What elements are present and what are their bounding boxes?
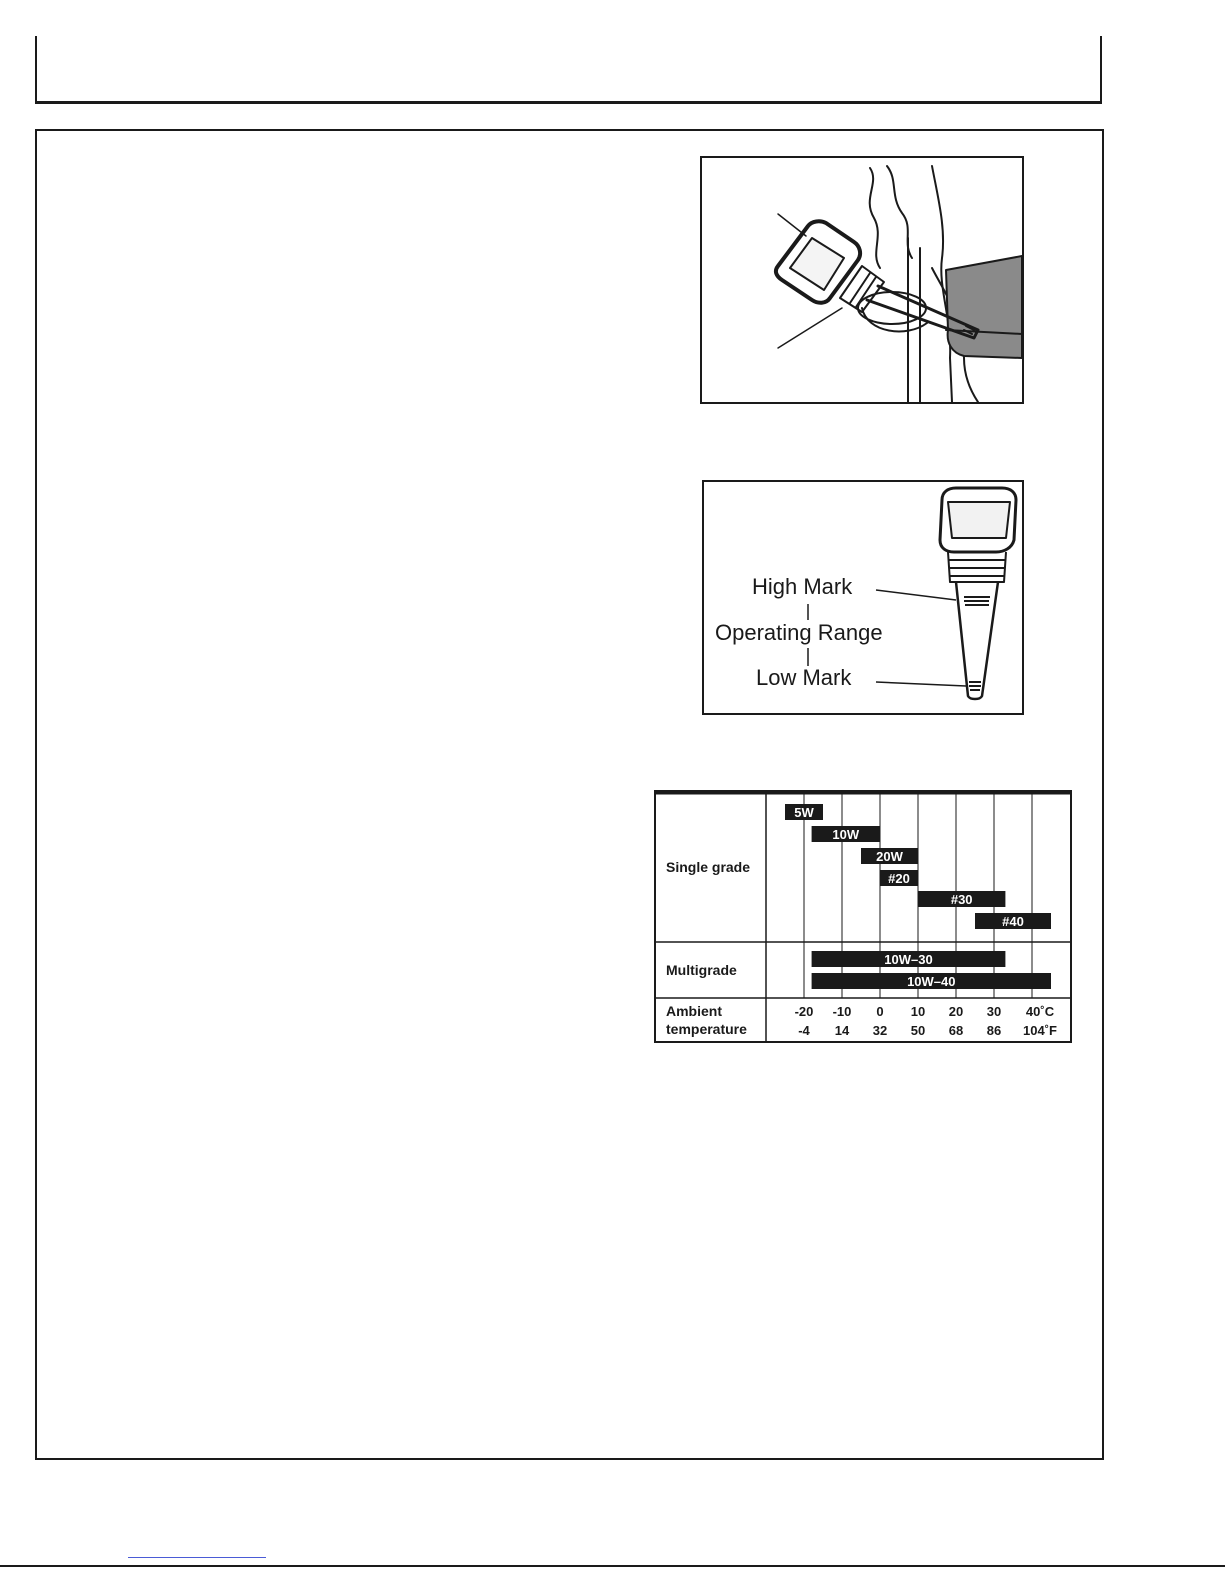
tick-f-5: 86 — [986, 1023, 1002, 1038]
bar-label-5W: 5W — [794, 805, 814, 820]
tick-f-2: 32 — [872, 1023, 888, 1038]
low-mark-label: Low Mark — [756, 665, 852, 690]
operating-range-label: Operating Range — [715, 620, 883, 645]
tick-c-5: 30 — [986, 1004, 1002, 1019]
axis-label-line-2: temperature — [666, 1021, 747, 1037]
header-frame — [35, 36, 1102, 104]
dipstick-removal-drawing — [702, 158, 1022, 402]
axis-label-line-1: Ambient — [666, 1003, 722, 1019]
bar-label-#20: #20 — [888, 871, 910, 886]
footer-rule — [0, 1565, 1225, 1567]
high-mark-label: High Mark — [752, 574, 853, 599]
tick-c-4: 20 — [948, 1004, 964, 1019]
tick-f-4: 68 — [948, 1023, 964, 1038]
tick-c-2: 0 — [876, 1004, 884, 1019]
footer-link-underline — [128, 1557, 266, 1558]
tick-f-1: 14 — [834, 1023, 850, 1038]
viscosity-chart-svg — [654, 790, 1074, 1045]
tick-c-6: 40˚C — [1025, 1004, 1055, 1019]
bar-label-20W: 20W — [876, 849, 903, 864]
group-label-multigrade: Multigrade — [666, 962, 737, 978]
bar-label-10W–30: 10W–30 — [884, 952, 933, 967]
group-label-single-grade: Single grade — [666, 859, 751, 875]
tick-f-3: 50 — [910, 1023, 926, 1038]
tick-c-0: -20 — [794, 1004, 814, 1019]
bar-label-10W: 10W — [832, 827, 860, 842]
bar-label-#40: #40 — [1002, 914, 1024, 929]
bar-label-10W–40: 10W–40 — [907, 974, 956, 989]
tick-c-3: 10 — [910, 1004, 926, 1019]
dipstick-removal-illustration — [700, 156, 1024, 404]
oil-viscosity-chart — [654, 790, 1074, 1045]
bar-label-#30: #30 — [950, 892, 973, 907]
tick-f-6: 104˚F — [1023, 1023, 1057, 1038]
tick-f-0: -4 — [798, 1023, 810, 1038]
tick-c-1: -10 — [832, 1004, 852, 1019]
dipstick-marks-illustration — [702, 480, 1024, 715]
